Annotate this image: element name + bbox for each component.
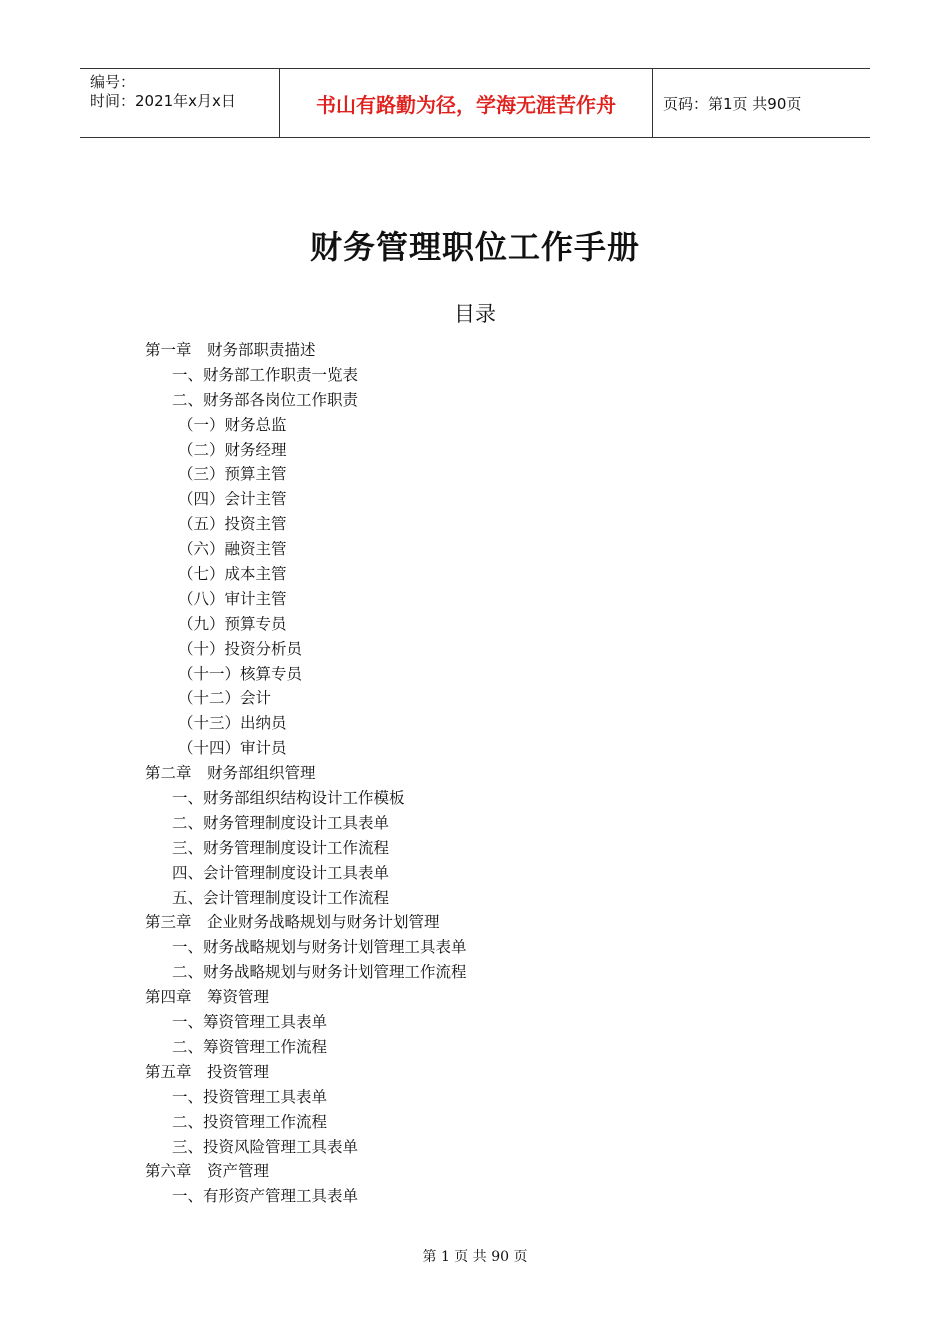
toc-subsection[interactable]: （五）投资主管 [178, 515, 287, 534]
toc-chapter[interactable]: 第六章 资产管理 [145, 1162, 270, 1181]
toc-section[interactable]: 二、筹资管理工作流程 [172, 1037, 328, 1056]
toc-chapter[interactable]: 第三章 企业财务战略规划与财务计划管理 [145, 913, 440, 932]
toc-subsection[interactable]: （四）会计主管 [178, 490, 287, 509]
toc-subsection[interactable]: （十四）审计员 [178, 739, 287, 758]
toc-subsection[interactable]: （三）预算主管 [178, 465, 287, 484]
toc-section[interactable]: 二、财务部各岗位工作职责 [172, 390, 359, 409]
toc-subsection[interactable]: （十）投资分析员 [178, 639, 303, 658]
toc-subsection[interactable]: （八）审计主管 [178, 589, 287, 608]
header-motto: 书山有路勤为径，学海无涯苦作舟 [280, 69, 653, 137]
document-title: 财务管理职位工作手册 [309, 228, 640, 266]
toc-section[interactable]: 五、会计管理制度设计工作流程 [172, 888, 390, 907]
toc-subsection[interactable]: （六）融资主管 [178, 540, 287, 559]
toc-subsection[interactable]: （一）财务总监 [178, 415, 287, 434]
toc-section[interactable]: 一、投资管理工具表单 [172, 1087, 328, 1106]
toc-chapter[interactable]: 第一章 财务部职责描述 [145, 341, 316, 359]
table-of-contents [145, 338, 845, 1209]
toc-chapter[interactable]: 第五章 投资管理 [145, 1062, 270, 1081]
toc-section[interactable]: 一、有形资产管理工具表单 [172, 1187, 359, 1206]
toc-section[interactable]: 一、筹资管理工具表单 [172, 1013, 328, 1032]
header-time-label: 时间：2021年x月x日 [90, 92, 236, 110]
toc-subsection[interactable]: （十三）出纳员 [178, 714, 287, 733]
toc-section[interactable]: 二、财务管理制度设计工具表单 [172, 813, 390, 832]
toc-subsection[interactable]: （九）预算专员 [178, 614, 287, 633]
header-meta-cell [80, 69, 280, 137]
page-footer: 第 1 页 共 90 页 [422, 1249, 528, 1265]
toc-heading: 目录 [454, 302, 496, 326]
toc-section[interactable]: 三、投资风险管理工具表单 [172, 1137, 359, 1156]
toc-subsection[interactable]: （二）财务经理 [178, 440, 287, 459]
toc-section[interactable]: 三、财务管理制度设计工作流程 [172, 838, 390, 857]
toc-section[interactable]: 一、财务战略规划与财务计划管理工具表单 [172, 938, 467, 957]
header-page-info: 页码：第1页 共90页 [663, 94, 802, 113]
toc-subsection[interactable]: （七）成本主管 [178, 565, 287, 584]
toc-subsection[interactable]: （十一）核算专员 [178, 664, 303, 683]
toc-section[interactable]: 一、财务部工作职责一览表 [172, 365, 359, 384]
toc-section[interactable]: 四、会计管理制度设计工具表单 [172, 863, 390, 882]
page-header-table [80, 68, 870, 138]
toc-section[interactable]: 二、投资管理工作流程 [172, 1112, 328, 1131]
toc-section[interactable]: 一、财务部组织结构设计工作模板 [172, 789, 405, 808]
header-code-label: 编号： [90, 73, 136, 91]
toc-chapter[interactable]: 第四章 筹资管理 [145, 988, 270, 1007]
toc-section[interactable]: 二、财务战略规划与财务计划管理工作流程 [172, 963, 467, 982]
toc-subsection[interactable]: （十二）会计 [178, 689, 272, 708]
toc-chapter[interactable]: 第二章 财务部组织管理 [145, 764, 316, 783]
